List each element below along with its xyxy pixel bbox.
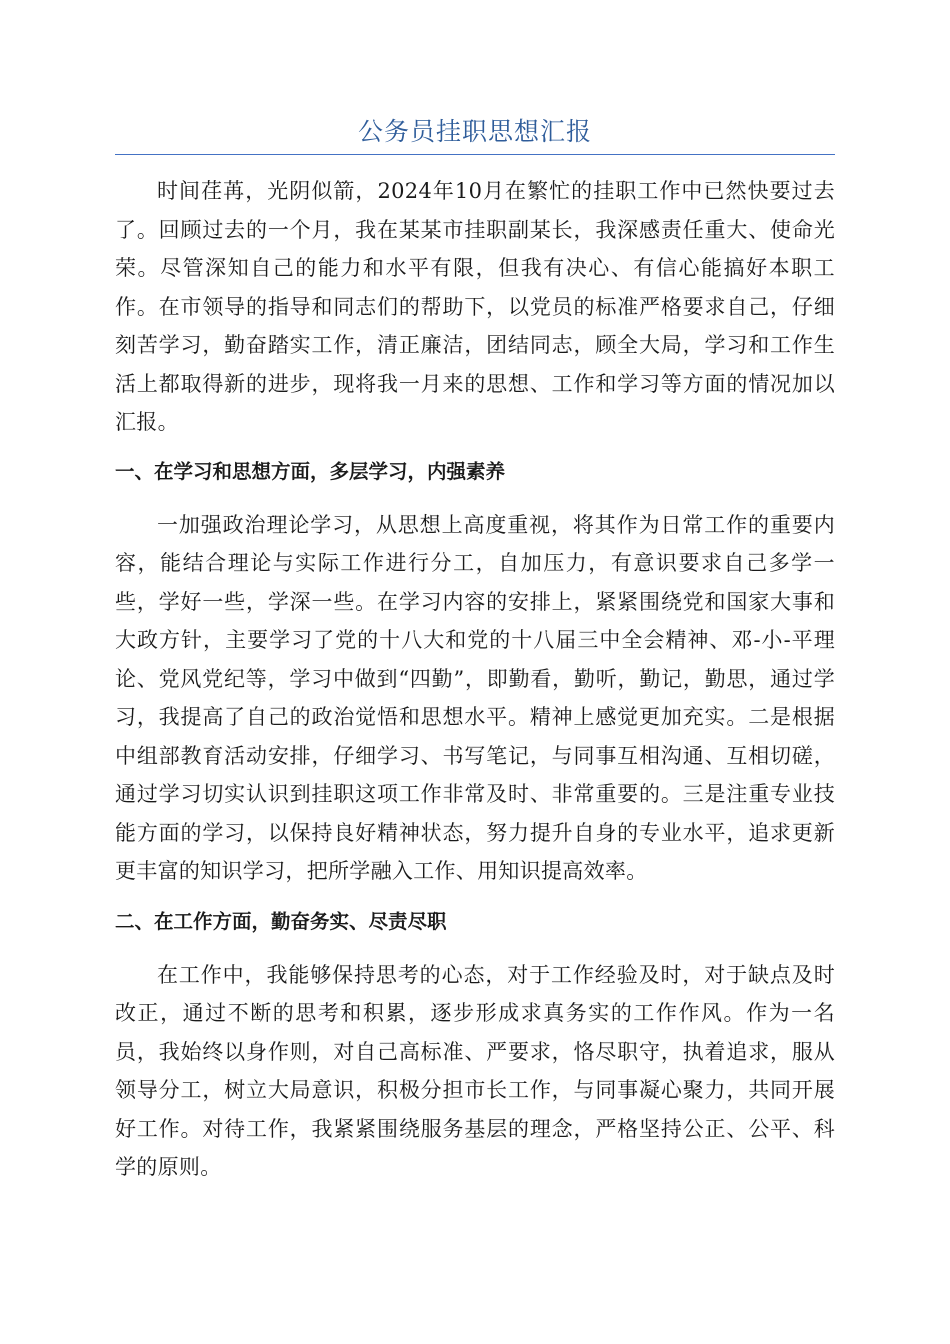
title-underline xyxy=(115,154,835,155)
section-heading-work: 二、在工作方面，勤奋务实、尽责尽职 xyxy=(115,909,447,933)
document-body xyxy=(115,172,835,1187)
section-heading-study: 一、在学习和思想方面，多层学习，内强素养 xyxy=(115,459,506,483)
document-title: 公务员挂职思想汇报 xyxy=(357,117,592,146)
study-paragraph: 一加强政治理论学习，从思想上高度重视，将其作为日常工作的重要内容，能结合理论与实际工作进行分工，自加压力，有意识要求自己多学一些，学好一些，学深一些。在学习内容的安排上，紧紧围绕党和国家大事和大政方针，主要学习了党的十八大和党的十八届三中全会精神、邓-小-平理论、党风党纪等，学习中做到“四勤”，即勤看，勤听，勤记，勤思，通过学习，我提高了自己的政治觉悟和思想水平。精神上感觉更加充实。二是根据中组部教育活动安排，仔细学习、书写笔记，与同事互相沟通、互相切磋，通过学习切实认识到挂职这项工作非常及时、非常重要的。三是注重专业技能方面的学习，以保持良好精神状态，努力提升自身的专业水平，追求更新更丰富的知识学习，把所学融入工作、用知识提高效率。 xyxy=(115,512,835,883)
work-paragraph: 在工作中，我能够保持思考的心态，对于工作经验及时，对于缺点及时改正，通过不断的思考和积累，逐步形成求真务实的工作作风。作为一名员，我始终以身作则，对自己高标准、严要求，恪尽职守，执着追求，服从领导分工，树立大局意识，积极分担市长工作，与同事凝心聚力，共同开展好工作。对待工作，我紧紧围绕服务基层的理念，严格坚持公正、公平、科学的原则。 xyxy=(115,962,835,1179)
intro-paragraph: 时间荏苒，光阴似箭，2024年10月在繁忙的挂职工作中已然快要过去了。回顾过去的一个月，我在某某市挂职副某长，我深感责任重大、使命光荣。尽管深知自己的能力和水平有限，但我有决心、有信心能搞好本职工作。在市领导的指导和同志们的帮助下，以党员的标准严格要求自己，仔细刻苦学习，勤奋踏实工作，清正廉洁，团结同志，顾全大局，学习和工作生活上都取得新的进步，现将我一月来的思想、工作和学习等方面的情况加以汇报。 xyxy=(115,179,835,434)
